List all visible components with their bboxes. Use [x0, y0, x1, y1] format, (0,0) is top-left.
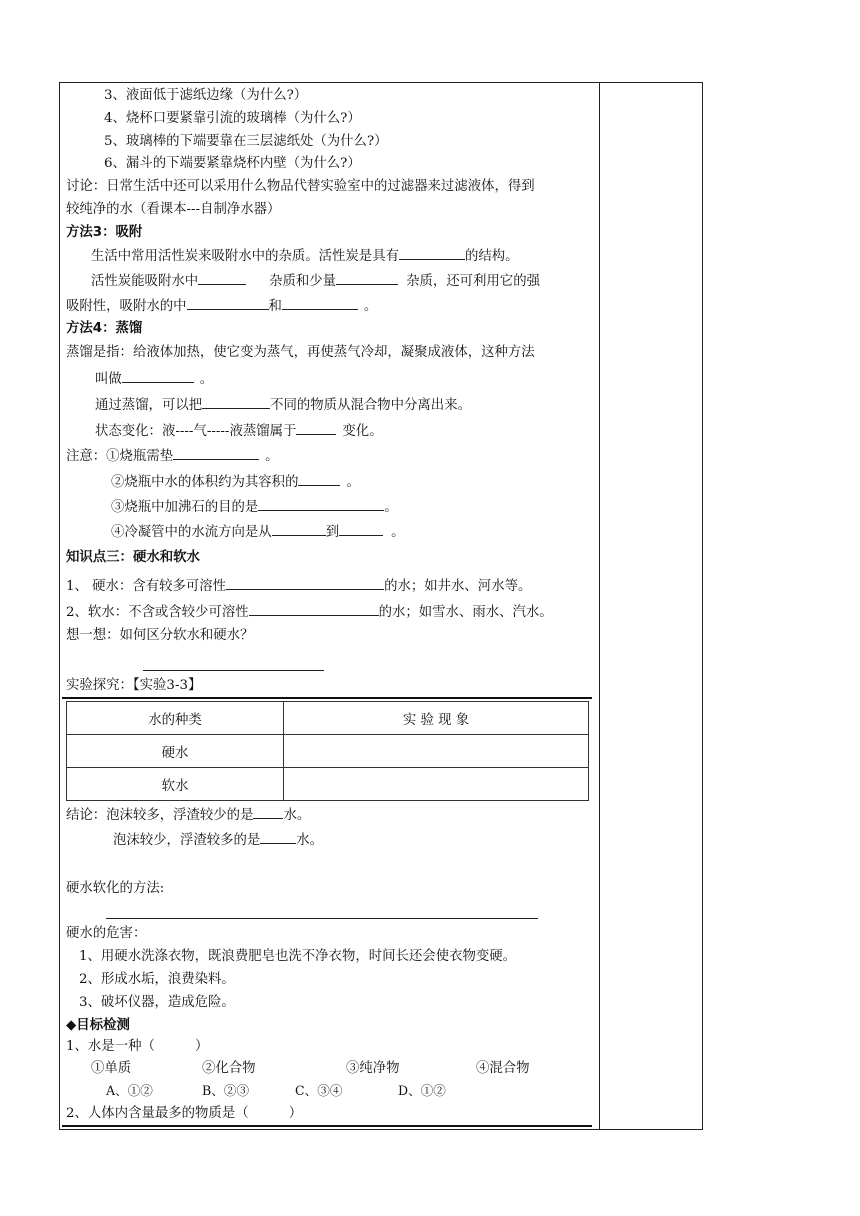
- answer-blank[interactable]: [122, 369, 194, 383]
- header-water-type: 水的种类: [67, 702, 284, 735]
- distill-definition-2: 叫做 。: [95, 369, 213, 389]
- answer-line[interactable]: [143, 670, 324, 671]
- note-4: ④冷凝管中的水流方向是从 到 。: [111, 522, 404, 542]
- q1-option-1: ①单质: [91, 1061, 132, 1076]
- conclusion-1: 结论：泡沫较多，浮渣较少的是 水。: [66, 805, 310, 825]
- answer-blank[interactable]: [202, 395, 270, 409]
- conclusion-2: 泡沫较少，浮渣较多的是 水。: [113, 830, 323, 850]
- method4-title: 方法4：蒸馏: [66, 321, 143, 336]
- q1-option-3: ③纯净物: [346, 1061, 400, 1076]
- answer-blank[interactable]: [399, 246, 465, 260]
- softening-method-label: 硬水软化的方法:: [66, 881, 165, 896]
- q1-answer-a: A、①②: [106, 1083, 153, 1098]
- phenomenon-cell[interactable]: [284, 768, 589, 801]
- answer-blank[interactable]: [260, 830, 296, 844]
- note-1: 注意：①烧瓶需垫 。: [66, 446, 279, 466]
- harm-item-1: 1、用硬水洗涤衣物，既浪费肥皂也洗不净衣物，时间长还会使衣物变硬。: [79, 949, 517, 964]
- answer-blank[interactable]: [249, 602, 379, 616]
- filter-item-4: 4、烧杯口要紧靠引流的玻璃棒（为什么?）: [104, 111, 361, 126]
- filter-item-3: 3、液面低于滤纸边缘（为什么?）: [104, 88, 308, 103]
- table-header-row: [67, 702, 589, 735]
- distill-separation: 通过蒸馏，可以把 不同的物质从混合物中分离出来。: [95, 395, 471, 415]
- bottom-rule: [62, 1125, 592, 1127]
- question-2: 2、人体内含量最多的物质是（ ）: [66, 1106, 303, 1121]
- phenomenon-cell[interactable]: [284, 735, 589, 768]
- answer-blank[interactable]: [282, 296, 358, 310]
- answer-blank[interactable]: [173, 446, 259, 460]
- answer-blank[interactable]: [296, 421, 336, 435]
- q1-answer-c: C、③④: [295, 1083, 343, 1098]
- hard-water-definition: 1、 硬水：含有较多可溶性 的水；如井水、河水等。: [66, 576, 531, 596]
- answer-blank[interactable]: [298, 472, 340, 486]
- method3-line2: 活性炭能吸附水中 杂质和少量 杂质，还可利用它的强: [91, 271, 540, 291]
- q1-answer-d: D、①②: [398, 1083, 446, 1098]
- think-question: 想一想：如何区分软水和硬水？: [66, 628, 254, 643]
- method3-title: 方法3：吸附: [66, 225, 143, 240]
- answer-blank[interactable]: [187, 296, 269, 310]
- table-row: [67, 768, 589, 801]
- filter-item-6: 6、漏斗的下端要紧靠烧杯内壁（为什么?）: [104, 156, 361, 171]
- answer-blank[interactable]: [339, 522, 383, 536]
- side-column: [599, 82, 703, 1130]
- row-hard-water: 硬水: [67, 735, 284, 768]
- question-1: 1、水是一种（ ）: [66, 1039, 209, 1054]
- answer-blank[interactable]: [226, 576, 384, 590]
- answer-blank[interactable]: [253, 805, 283, 819]
- note-2: ②烧瓶中水的体积约为其容积的 。: [111, 472, 360, 492]
- test-title: ◆目标检测: [66, 1018, 130, 1033]
- answer-blank[interactable]: [198, 271, 246, 285]
- knowledge3-title: 知识点三：硬水和软水: [66, 550, 200, 565]
- soft-water-definition: 2、软水：不含或含较少可溶性 的水；如雪水、雨水、汽水。: [66, 602, 553, 622]
- q1-answer-b: B、②③: [202, 1083, 250, 1098]
- answer-blank[interactable]: [336, 271, 398, 285]
- answer-blank[interactable]: [258, 497, 384, 511]
- filter-item-5: 5、玻璃棒的下端要靠在三层滤纸处（为什么?）: [104, 134, 388, 149]
- distill-state-change: 状态变化：液----气-----液蒸馏属于 变化。: [95, 421, 383, 441]
- note-3: ③烧瓶中加沸石的目的是 。: [111, 497, 398, 517]
- method3-line3: 吸附性，吸附水的中 和 。: [66, 296, 377, 316]
- q1-option-4: ④混合物: [476, 1061, 530, 1076]
- table-row: [67, 735, 589, 768]
- discussion-line-1: 讨论：日常生活中还可以采用什么物品代替实验室中的过滤器来过滤液体，得到: [66, 179, 535, 194]
- q1-option-2: ②化合物: [202, 1061, 256, 1076]
- harm-item-3: 3、破坏仪器，造成危险。: [79, 995, 235, 1010]
- experiment-table: [66, 701, 589, 801]
- answer-blank[interactable]: [272, 522, 326, 536]
- harm-item-2: 2、形成水垢，浪费染料。: [79, 972, 235, 987]
- distill-definition-1: 蒸馏是指：给液体加热，使它变为蒸气，再使蒸气冷却，凝聚成液体，这种方法: [66, 345, 535, 360]
- header-phenomenon: 实 验 现 象: [284, 702, 589, 735]
- experiment-label: 实验探究：【实验3-3】: [66, 678, 202, 693]
- answer-line[interactable]: [106, 918, 538, 919]
- discussion-line-2: 较纯净的水（看课本---自制净水器）: [66, 202, 281, 217]
- table-top-rule: [62, 697, 592, 699]
- method3-line1: 生活中常用活性炭来吸附水中的杂质。活性炭是具有 的结构。: [91, 246, 519, 266]
- row-soft-water: 软水: [67, 768, 284, 801]
- harm-title: 硬水的危害：: [66, 926, 147, 941]
